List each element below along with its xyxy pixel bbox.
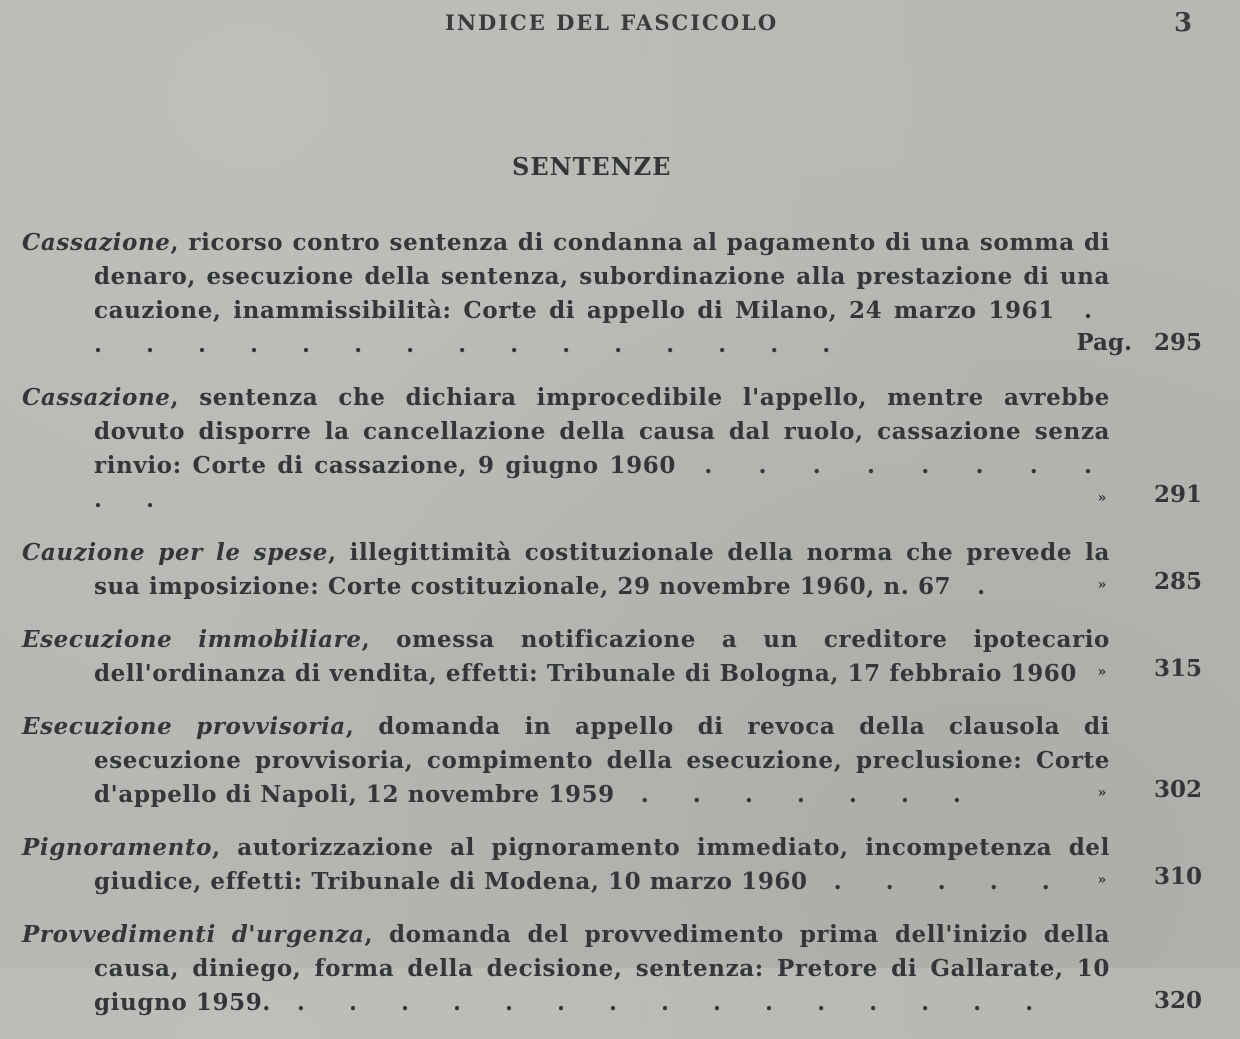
entry-text — [22, 381, 1110, 517]
dot-leaders: . . . . . . . . . . — [94, 452, 1110, 513]
entry-page-number: 302 — [1153, 776, 1202, 803]
entry-page-ref — [1092, 652, 1202, 689]
dot-leaders: . . . . . . . . . . . . . . . — [270, 989, 1052, 1016]
entry-page-number: 285 — [1153, 568, 1202, 595]
entry-keyword: Cauzione per le spese — [22, 539, 328, 566]
entry-keyword: Esecuzione immobiliare — [22, 626, 362, 653]
ditto-mark: » — [1097, 577, 1107, 593]
page-number: 3 — [1174, 8, 1193, 38]
entry-page-number: 315 — [1153, 655, 1202, 682]
entry-description: , sentenza che dichiara improcedibile l'appello, mentre avrebbe dovuto disporre la cancellazione della causa dal ruolo, cassazione senza rinvio: Corte di cassazione, 9 giugno 1960 — [94, 384, 1110, 479]
entry-description: , ricorso contro sentenza di condanna al pagamento di una somma di denaro, esecuzione della sentenza, subordinazione alla prestazione di una cauzione, inammissibilità: Corte di appello di Milano, 24 marzo 1961 — [94, 229, 1110, 324]
entry-description: , domanda in appello di revoca della clausola di esecuzione provvisoria, compimento della esecuzione, preclusione: Corte d'appello di Napoli, 12 novembre 1959 — [94, 713, 1110, 808]
entry-keyword: Cassazione — [22, 229, 171, 256]
entry-page-number: 295 — [1153, 329, 1202, 356]
entry-page-number: 310 — [1153, 863, 1202, 890]
entry-keyword: Provvedimenti d'urgenza — [22, 921, 365, 948]
index-entry — [22, 831, 1212, 899]
index-entry — [22, 536, 1212, 604]
entry-page-ref — [1092, 860, 1202, 897]
entry-text — [22, 536, 1110, 604]
page-prefix: Pag. — [1076, 329, 1132, 356]
entry-text — [22, 918, 1110, 1020]
entry-page-number: 320 — [1153, 987, 1202, 1014]
entry-text — [22, 226, 1110, 362]
index-entry — [22, 226, 1212, 362]
ditto-mark: » — [1097, 785, 1107, 801]
entry-page-ref — [1154, 984, 1202, 1018]
entry-text — [22, 710, 1110, 812]
dot-leaders: . . . . . . . . . . . . . . . . — [94, 297, 1110, 358]
dot-leaders: . — [951, 573, 1004, 600]
section-title: SENTENZE — [512, 152, 672, 181]
entry-page-ref — [1076, 326, 1202, 360]
entry-text — [22, 623, 1110, 691]
entry-text — [22, 831, 1110, 899]
entry-page-ref — [1092, 478, 1202, 515]
dot-leaders: . . . . . — [807, 868, 1068, 895]
entry-keyword: Pignoramento — [22, 834, 213, 861]
ditto-mark: » — [1097, 664, 1107, 680]
index-entry — [22, 710, 1212, 812]
entry-page-ref — [1092, 773, 1202, 810]
index-entry — [22, 623, 1212, 691]
entry-description: , domanda del provvedimento prima dell'inizio della causa, diniego, forma della decisione, sentenza: Pretore di Gallarate, 10 giugno 1959. — [94, 921, 1110, 1016]
entry-keyword: Esecuzione provvisoria — [22, 713, 346, 740]
running-head: INDICE DEL FASCICOLO — [445, 10, 779, 35]
index-entries — [22, 226, 1212, 1039]
ditto-mark: » — [1097, 872, 1107, 888]
index-entry — [22, 918, 1212, 1020]
entry-description: , illegittimità costituzionale della norma che prevede la sua imposizione: Corte costituzionale, 29 novembre 1960, n. 67 — [94, 539, 1110, 600]
entry-keyword: Cassazione — [22, 384, 171, 411]
entry-page-ref — [1092, 565, 1202, 602]
index-entry — [22, 381, 1212, 517]
dot-leaders: . . . . . . . — [614, 781, 979, 808]
entry-description: , autorizzazione al pignoramento immediato, incompetenza del giudice, effetti: Tribunale di Modena, 10 marzo 1960 — [94, 834, 1110, 895]
entry-description: , omessa notificazione a un creditore ipotecario dell'ordinanza di vendita, effetti: Tribunale di Bologna, 17 febbraio 1960 — [94, 626, 1111, 687]
entry-page-number: 291 — [1153, 481, 1202, 508]
ditto-mark: » — [1097, 490, 1107, 506]
